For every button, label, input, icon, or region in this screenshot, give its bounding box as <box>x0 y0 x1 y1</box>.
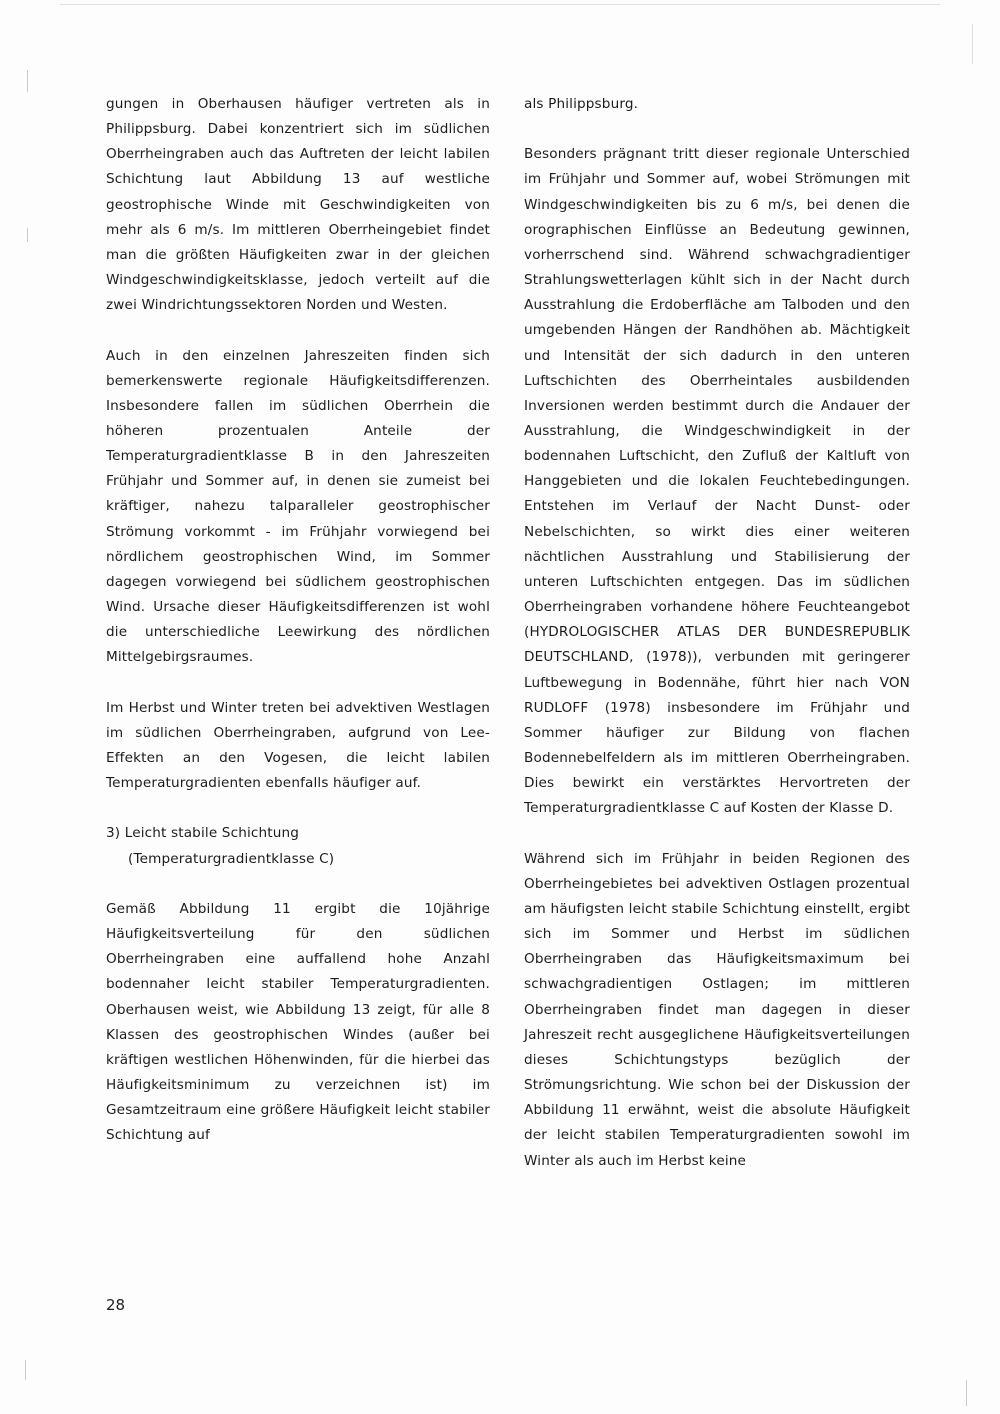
left-text-column <box>106 92 490 1174</box>
left-paragraph-4: Gemäß Abbildung 11 ergibt die 10jährige Häufigkeitsverteilung für den südlichen Oberrheingraben eine auffallend hohe Anzahl bodennaher leicht stabiler Temperaturgradienten. Oberhausen weist, wie Abbildung 13 zeigt, für alle 8 Klassen des geostrophischen Windes (außer bei kräftigen westlichen Höhenwinden, für die hierbei das Häufigkeitsminimum zu verzeichnen ist) im Gesamtzeitraum eine größere Häufigkeit leicht stabiler Schichtung auf <box>106 900 490 1144</box>
scan-edge-mark-left-2 <box>27 228 28 242</box>
scan-edge-mark-left <box>27 70 28 92</box>
left-paragraph-1: gungen in Oberhausen häufiger vertreten als in Philippsburg. Dabei konzentriert sich im südlichen Oberrheingraben auch das Auftreten der leicht labilen Schichtung laut Abbildung 13 auf westliche geostrophische Winde mit Geschwindigkeiten von mehr als 6 m/s. Im mittleren Oberrheingebiet findet man die größten Häufigkeiten zwar in der gleichen Windgeschwindigkeitsklasse, jedoch verteilt auf die zwei Windrichtungssektoren Norden und Westen. <box>106 96 490 314</box>
scan-edge-mark-right-2 <box>966 1380 967 1406</box>
page-number: 28 <box>106 1296 126 1314</box>
scan-edge-mark-right <box>972 24 973 64</box>
left-paragraph-2: Auch in den einzelnen Jahreszeiten finden sich bemerkenswerte regionale Häufigkeitsdifferenzen. Insbesondere fallen im südlichen Oberrhein die höheren prozentualen Anteile der Temperaturgradientklasse B in den Jahreszeiten Frühjahr und Sommer auf, in denen sie zumeist bei kräftiger, nahezu talparalleler geostrophischer Strömung vorkommt - im Frühjahr vorwiegend bei nördlichem geostrophischen Wind, im Sommer dagegen vorwiegend bei südlichem geostrophischen Wind. Ursache dieser Häufigkeitsdifferenzen ist wohl die unterschiedliche Leewirkung des nördlichen Mittelgebirgsraumes. <box>106 347 490 666</box>
section-heading-title: 3) Leicht stabile Schichtung <box>106 825 300 842</box>
scan-edge-mark-top <box>60 4 940 5</box>
right-paragraph-2: Besonders prägnant tritt dieser regionale Unterschied im Frühjahr und Sommer auf, wobei Strömungen mit Windgeschwindigkeiten bis zu 6 m/s, bei denen die orographischen Einflüsse an Bedeutung gewinnen, vorherrschend sind. Während schwachgradientiger Strahlungswetterlagen kühlt sich in der Nacht durch Ausstrahlung die Erdoberfläche am Talboden und den umgebenden Hängen der Randhöhen ab. Mächtigkeit und Intensität der sich dadurch in den unteren Luftschichten des Oberrheintales ausbildenden Inversionen werden bestimmt durch die Andauer der Ausstrahlung, die Windgeschwindigkeit in der bodennahen Luftschicht, den Zufluß der Kaltluft von Hanggebieten und die lokalen Feuchtebedingungen. Entstehen im Verlauf der Nacht Dunst- oder Nebelschichten, so wirkt dies einer weiteren nächtlichen Ausstrahlung und Stabilisierung der unteren Luftschichten entgegen. Das im südlichen Oberrheingraben vorhandene höhere Feuchteangebot (HYDROLOGISCHER ATLAS DER BUNDESREPUBLIK DEUTSCHLAND, (1978)), verbunden mit geringerer Luftbewegung in Bodennähe, führt hier nach VON RUDLOFF (1978) insbesondere im Frühjahr und Sommer häufiger zur Bildung von flachen Bodennebelfeldern als im mittleren Oberrheingraben. Dies bewirkt ein verstärktes Hervortreten der Temperaturgradientklasse C auf Kosten der Klasse D. <box>524 146 910 817</box>
scan-edge-mark-left-3 <box>25 1360 26 1380</box>
left-paragraph-3: Im Herbst und Winter treten bei advektiven Westlagen im südlichen Oberrheingraben, aufgrund von Lee-Effekten an den Vogesen, die leicht labilen Temperaturgradienten ebenfalls häufiger auf. <box>106 699 490 792</box>
section-heading <box>106 821 490 871</box>
right-paragraph-1: als Philippsburg. <box>524 96 639 112</box>
right-paragraph-3: Während sich im Frühjahr in beiden Regionen des Oberrheingebietes bei advektiven Ostlagen prozentual am häufigsten leicht stabile Schichtung einstellt, ergibt sich im Sommer und Herbst im südlichen Oberrheingraben das Häufigkeitsmaximum bei schwachgradientigen Ostlagen; im mittleren Oberrheingraben findet man dagegen in dieser Jahreszeit recht ausgeglichene Häufigkeitsverteilungen dieses Schichtungstyps bezüglich der Strömungsrichtung. Wie schon bei der Diskussion der Abbildung 11 erwähnt, weist die absolute Häufigkeit der leicht stabilen Temperaturgradienten sowohl im Winter als auch im Herbst keine <box>524 850 910 1169</box>
right-text-column <box>524 92 910 1199</box>
section-heading-subtitle: (Temperaturgradientklasse C) <box>128 850 335 867</box>
